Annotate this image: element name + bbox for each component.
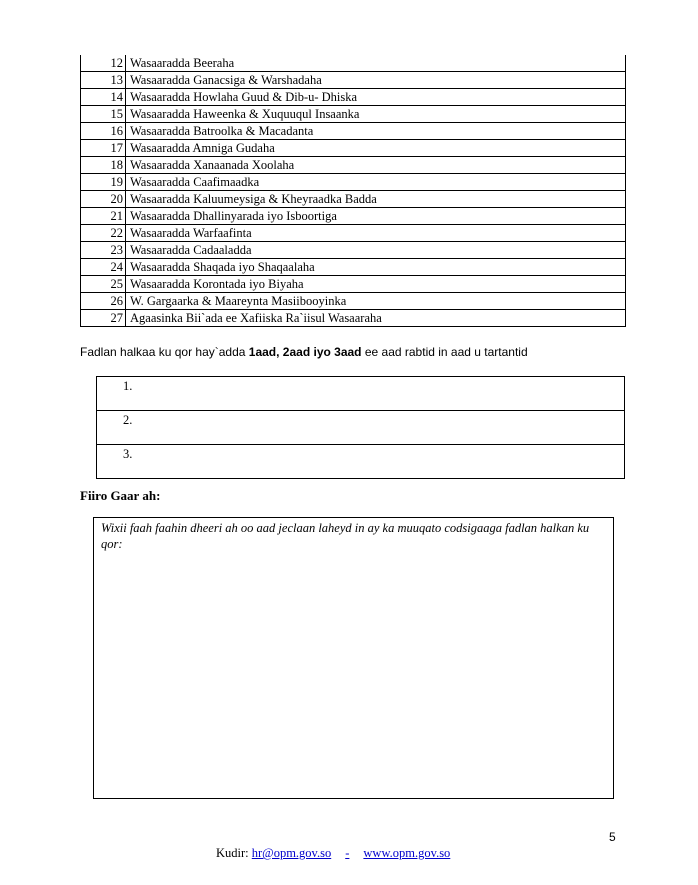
- ministry-name: Wasaaradda Shaqada iyo Shaqaalaha: [126, 259, 626, 276]
- ministry-name: Wasaaradda Caafimaadka: [126, 174, 626, 191]
- ministry-number: 12: [81, 55, 126, 72]
- page-number: 5: [609, 830, 616, 844]
- ministry-row: [81, 89, 626, 106]
- ministry-name: Wasaaradda Kaluumeysiga & Kheyraadka Badda: [126, 191, 626, 208]
- ministry-row: [81, 140, 626, 157]
- ministry-row: [81, 242, 626, 259]
- ministry-name: Wasaaradda Korontada iyo Biyaha: [126, 276, 626, 293]
- notes-title: Fiiro Gaar ah:: [80, 488, 161, 503]
- ministry-row: [81, 276, 626, 293]
- ministry-number: 21: [81, 208, 126, 225]
- ranking-field-1[interactable]: 1.: [97, 377, 625, 411]
- ministry-name: W. Gargaarka & Maareynta Masiibooyinka: [126, 293, 626, 310]
- ranking-field-3[interactable]: 3.: [97, 445, 625, 479]
- ranking-field-2[interactable]: 2.: [97, 411, 625, 445]
- ministry-number: 16: [81, 123, 126, 140]
- ministry-table: [80, 55, 626, 327]
- ministry-number: 18: [81, 157, 126, 174]
- ranking-row[interactable]: [97, 377, 625, 411]
- ministry-number: 15: [81, 106, 126, 123]
- ministry-name: Wasaaradda Amniga Gudaha: [126, 140, 626, 157]
- ministry-row: [81, 208, 626, 225]
- ministry-name: Wasaaradda Ganacsiga & Warshadaha: [126, 72, 626, 89]
- ministry-name: Wasaaradda Xanaanada Xoolaha: [126, 157, 626, 174]
- ministry-table-body: [81, 55, 626, 327]
- ranking-row[interactable]: [97, 445, 625, 479]
- ministry-row: [81, 225, 626, 242]
- ministry-number: 14: [81, 89, 126, 106]
- notes-textbox[interactable]: [93, 517, 614, 799]
- ranking-row[interactable]: [97, 411, 625, 445]
- ministry-name: Wasaaradda Beeraha: [126, 55, 626, 72]
- footer-contact: [216, 846, 450, 861]
- ministry-number: 26: [81, 293, 126, 310]
- instruction-suffix: ee aad rabtid in aad u tartantid: [361, 345, 528, 359]
- ranking-table: [96, 376, 625, 479]
- ministry-row: [81, 293, 626, 310]
- ministry-row: [81, 191, 626, 208]
- ministry-row: [81, 55, 626, 72]
- ministry-number: 20: [81, 191, 126, 208]
- instruction-bold: 1aad, 2aad iyo 3aad: [248, 345, 362, 359]
- ministry-name: Wasaaradda Haweenka & Xuquuqul Insaanka: [126, 106, 626, 123]
- email-link[interactable]: hr@opm.gov.so: [251, 846, 332, 860]
- ministry-number: 23: [81, 242, 126, 259]
- footer-label: Kudir:: [216, 846, 252, 860]
- ministry-name: Wasaaradda Warfaafinta: [126, 225, 626, 242]
- instruction-prefix: Fadlan halkaa ku qor hay`adda: [80, 345, 249, 359]
- ministry-name: Wasaaradda Cadaaladda: [126, 242, 626, 259]
- ministry-number: 13: [81, 72, 126, 89]
- footer-separator: -: [345, 846, 350, 860]
- ministry-name: Agaasinka Bii`ada ee Xafiiska Ra`iisul Wasaaraha: [126, 310, 626, 327]
- ministry-row: [81, 123, 626, 140]
- ministry-row: [81, 157, 626, 174]
- ministry-number: 17: [81, 140, 126, 157]
- ministry-row: [81, 174, 626, 191]
- ministry-number: 27: [81, 310, 126, 327]
- ministry-row: [81, 259, 626, 276]
- ministry-number: 22: [81, 225, 126, 242]
- website-link[interactable]: www.opm.gov.so: [363, 846, 451, 860]
- ministry-row: [81, 72, 626, 89]
- ranking-instruction: [80, 345, 528, 359]
- ministry-number: 19: [81, 174, 126, 191]
- ministry-name: Wasaaradda Dhallinyarada iyo Isboortiga: [126, 208, 626, 225]
- ministry-name: Wasaaradda Batroolka & Macadanta: [126, 123, 626, 140]
- ministry-name: Wasaaradda Howlaha Guud & Dib-u- Dhiska: [126, 89, 626, 106]
- ministry-number: 24: [81, 259, 126, 276]
- ministry-row: [81, 106, 626, 123]
- ministry-row: [81, 310, 626, 327]
- notes-prompt: Wixii faah faahin dheeri ah oo aad jeclaan laheyd in ay ka muuqato codsigaaga fadlan halkan ku qor:: [101, 521, 590, 551]
- ministry-number: 25: [81, 276, 126, 293]
